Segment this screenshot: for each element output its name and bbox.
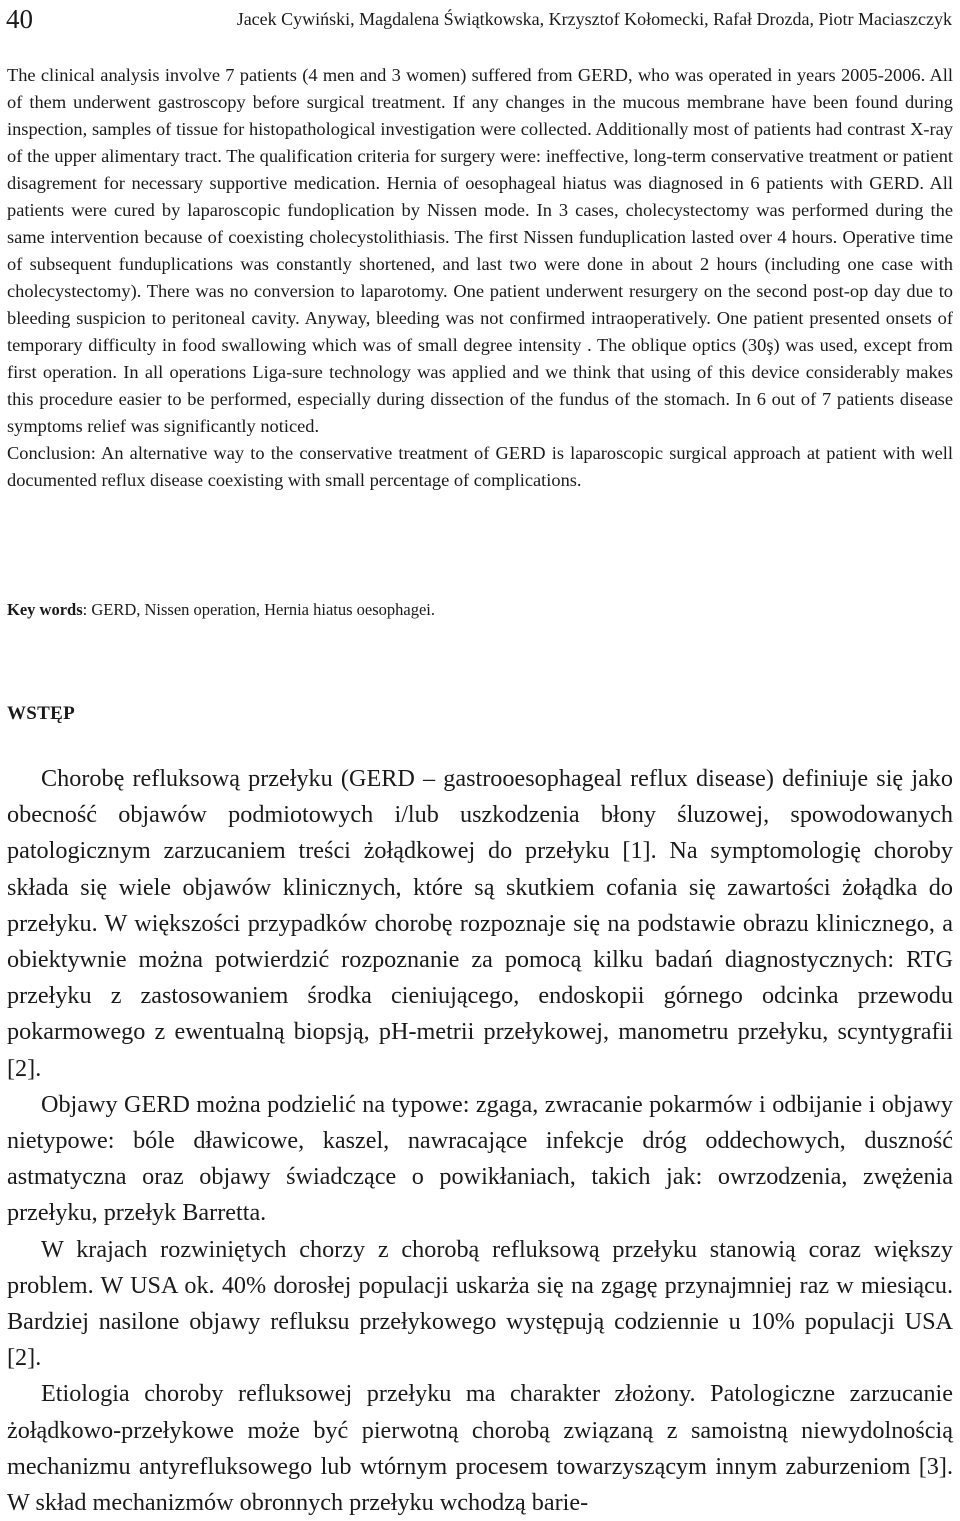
keywords	[7, 598, 953, 622]
body-paragraph: Etiologia choroby refluksowej przełyku ma charakter złożony. Patologiczne zarzucanie żołądkowo-przełykowe może być pierwotną chorobą związaną z samoistną niewydolnością mechanizmu antyrefluksowego lub wtórnym procesem towarzyszącym innym zaburzeniom [3]. W skład mechanizmów obronnych przełyku wchodzą barie-	[7, 1380, 953, 1517]
body-paragraph: Chorobę refluksową przełyku (GERD – gastrooesophageal reflux disease) definiuje się jako obecność objawów podmiotowych i/lub uszkodzenia błony śluzowej, spowodowanych patologicznym zarzucaniem treści żołądkowej do przełyku [1]. Na symptomologię choroby składa się wiele objawów klinicznych, które są skutkiem cofania się zawartości żołądka do przełyku. W większości przypadków chorobę rozpoznaje się na podstawie obrazu klinicznego, a obiektywnie można potwierdzić rozpoznanie za pomocą kilku badań diagnostycznych: RTG przełyku z zastosowaniem środka cieniującego, endoskopii górnego odcinka przewodu pokarmowego z ewentualną biopsją, pH-metrii przełykowej, manometru przełyku, scyntygrafii [2].	[7, 765, 953, 1082]
keywords-separator: :	[82, 600, 92, 619]
running-header-authors: Jacek Cywiński, Magdalena Świątkowska, Krzysztof Kołomecki, Rafał Drozda, Piotr Maciaszczyk	[236, 9, 952, 29]
body-text	[7, 761, 953, 1521]
abstract	[7, 62, 953, 494]
abstract-paragraph: The clinical analysis involve 7 patients (4 men and 3 women) suffered from GERD, who was operated in years 2005-2006. All of them underwent gastroscopy before surgical treatment. If any changes in the mucous membrane have been found during inspection, samples of tissue for histopathological investigation were collected. Additionally most of patients had contrast X-ray of the upper alimentary tract. The qualification criteria for surgery were: ineffective, long-term conservative treatment or patient disagrement for necessary supportive medication. Hernia of oesophageal hiatus was diagnosed in 6 patients with GERD. All patients were cured by laparoscopic fundoplication by Nissen mode. In 3 cases, cholecystectomy was performed during the same intervention because of coexisting cholecystolithiasis. The first Nissen funduplication lasted over 4 hours. Operative time of subsequent funduplications was constantly shortened, and last two were done in about 2 hours (including one case with cholecystectomy). There was no conversion to laparotomy. One patient underwent resurgery on the second post-op day due to bleeding suspicion to peritoneal cavity. Anyway, bleeding was not confirmed intraoperatively. One patient presented onsets of temporary difficulty in food swallowing which was of small degree intensity . The oblique optics (30ş) was used, except from first operation. In all operations Liga-sure technology was applied and we think that using of this device considerably makes this procedure easier to be performed, especially during dissection of the fundus of the stomach. In 6 out of 7 patients disease symptoms relief was significantly noticed.	[7, 65, 953, 436]
section-heading: WSTĘP	[7, 703, 76, 724]
keywords-label: Key words	[7, 600, 83, 619]
running-header	[6, 2, 954, 38]
abstract-conclusion: Conclusion: An alternative way to the conservative treatment of GERD is laparoscopic surgical approach at patient with well documented reflux disease coexisting with small percentage of complications.	[7, 443, 953, 490]
keywords-text: GERD, Nissen operation, Hernia hiatus oesophagei.	[91, 600, 436, 619]
body-paragraph: Objawy GERD można podzielić na typowe: zgaga, zwracanie pokarmów i odbijanie i objawy nietypowe: bóle dławicowe, kaszel, nawracające infekcje dróg oddechowych, duszność astmatyczna oraz objawy świadczące o powikłaniach, takich jak: owrzodzenia, zwężenia przełyku, przełyk Barretta.	[7, 1090, 953, 1227]
page-number: 40	[6, 4, 33, 34]
body-paragraph: W krajach rozwiniętych chorzy z chorobą refluksową przełyku stanowią coraz większy problem. W USA ok. 40% dorosłej populacji uskarża się na zgagę przynajmniej raz w miesiącu. Bardziej nasilone objawy refluksu przełykowego występują codziennie u 10% populacji USA [2].	[7, 1235, 953, 1372]
